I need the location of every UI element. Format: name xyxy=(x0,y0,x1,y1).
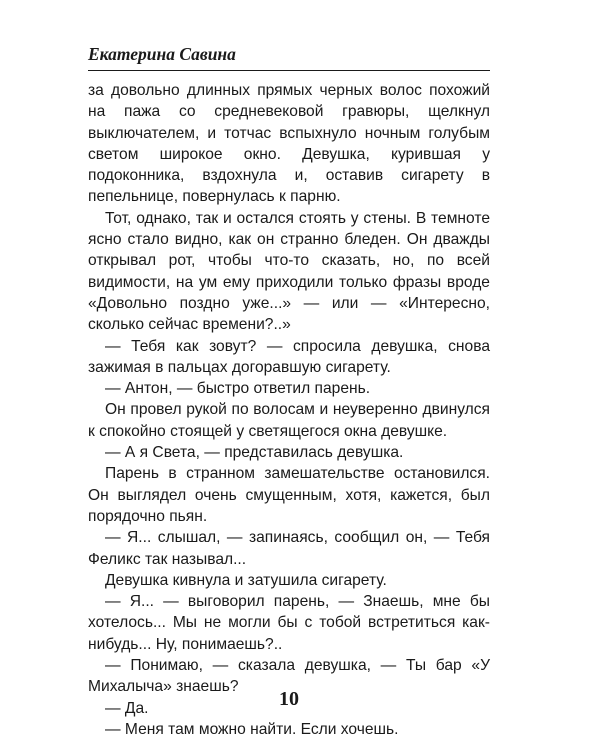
paragraph: — Я... слышал, — запинаясь, сообщил он, — Тебя Феликс так называл... xyxy=(88,529,490,568)
paragraph: Тот, однако, так и остался стоять у стены. В темноте ясно стало видно, как он странно бледен. Он дважды открывал рот, чтобы что-то сказать, но, по всей видимости, на ум ему приходили только фразы вроде «Довольно поздно уже...» — или — «Интересно, сколько сейчас времени?..» xyxy=(88,209,490,334)
paragraph: — Понимаю, — сказала девушка, — Ты бар «У Михалыча» знаешь? xyxy=(88,657,490,696)
paragraph: — Я... — выговорил парень, — Знаешь, мне бы хотелось... Мы не могли бы с тобой встретиться как-нибудь... Ну, понимаешь?.. xyxy=(88,593,490,653)
paragraph: за довольно длинных прямых черных волос похожий на пажа со средневековой гравюры, щелкнул выключателем, и тотчас вспыхнуло ночным голубым светом широкое окно. Девушка, курившая у подоконника, вздохнула и, оставив сигарету в пепельнице, повернулась к парню. xyxy=(88,82,490,206)
paragraph: — А я Света, — представилась девушка. xyxy=(105,444,404,462)
paragraph: — Антон, — быстро ответил парень. xyxy=(105,380,371,398)
paragraph: — Да. xyxy=(105,699,149,717)
paragraph: — Тебя как зовут? — спросила девушка, снова зажимая в пальцах догоравшую сигарету. xyxy=(88,337,490,376)
header-rule xyxy=(88,70,490,71)
page-number: 10 xyxy=(279,688,299,710)
paragraph: Парень в странном замешательстве остановился. Он выглядел очень смущенным, хотя, кажется, был порядочно пьян. xyxy=(88,465,490,525)
paragraph: — Меня там можно найти. Если хочешь. xyxy=(105,720,399,738)
paragraph: Девушка кивнула и затушила сигарету. xyxy=(105,571,387,589)
paragraph: Он провел рукой по волосам и неуверенно двинулся к спокойно стоящей у светящегося окна девушке. xyxy=(88,401,490,440)
running-head: Екатерина Савина xyxy=(88,44,236,64)
page-body-text xyxy=(88,80,490,740)
